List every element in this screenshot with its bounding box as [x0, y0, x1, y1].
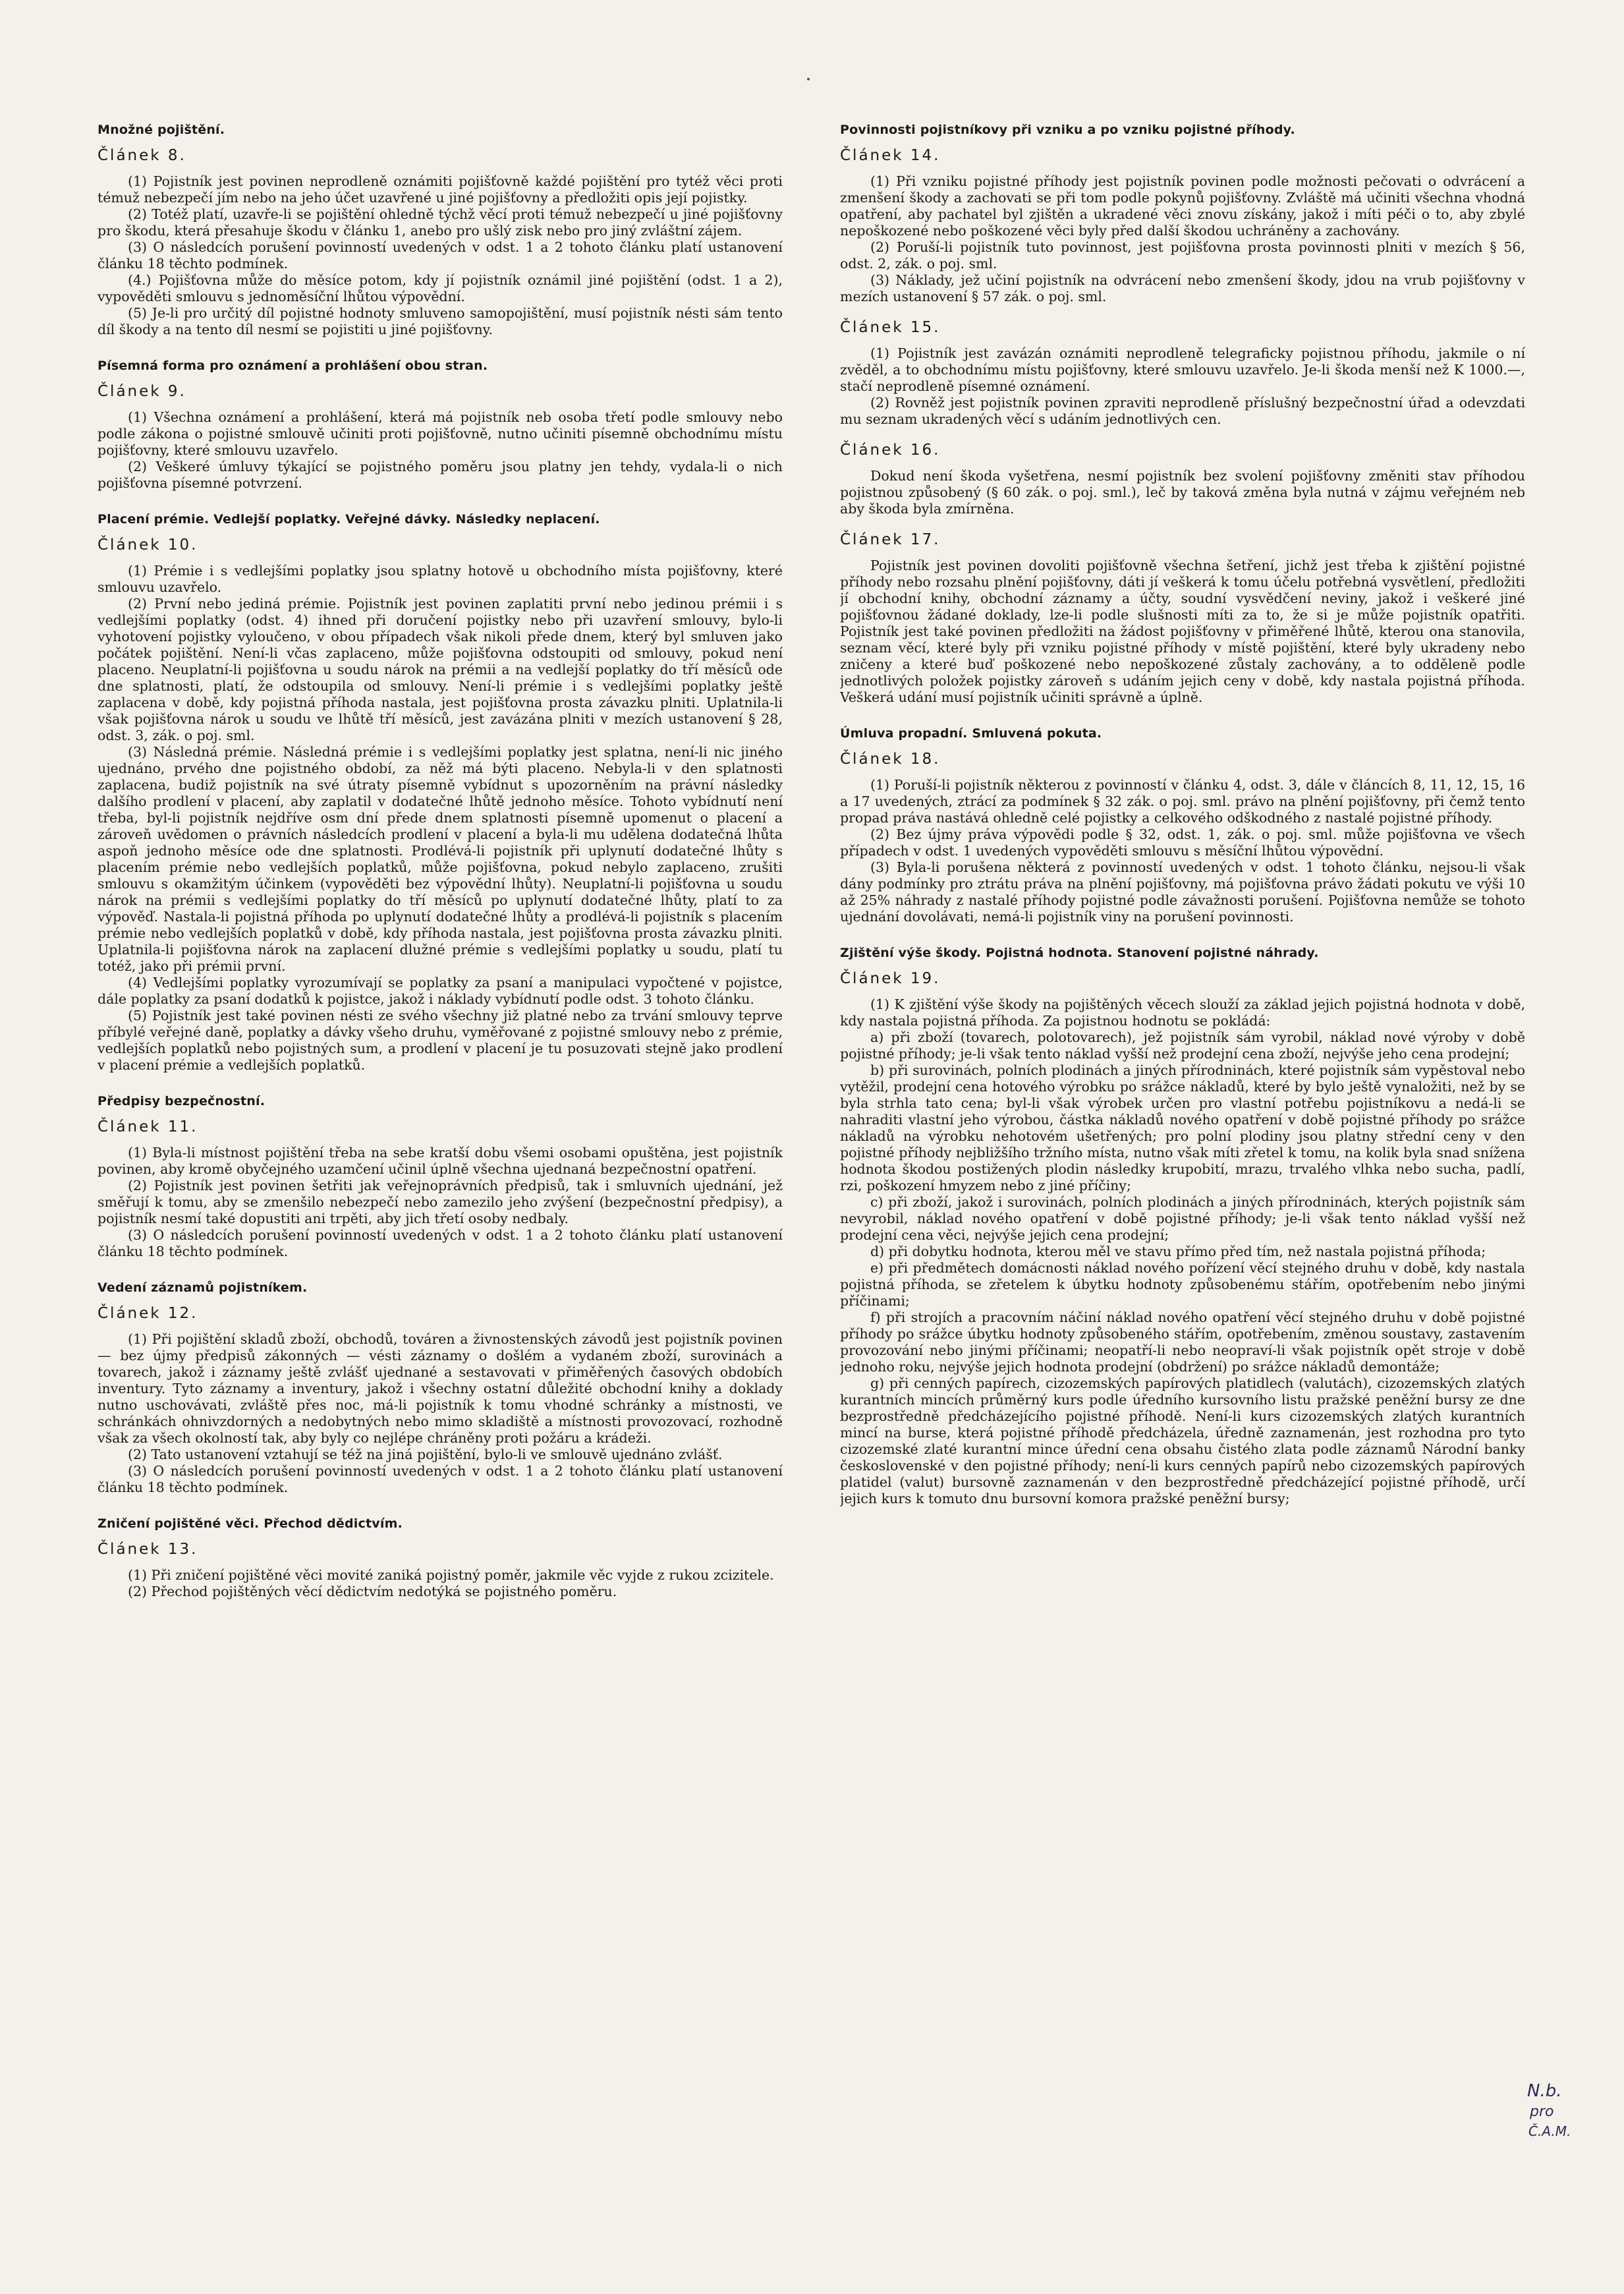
article-paragraph: (3) Byla-li porušena některá z povinností uvedených v odst. 1 tohoto článku, nejsou-li však dány podmínky pro ztrátu práva na plnění pojišťovny, má pojišťovna právo žádati pokutu ve výši 10 až 25% náhrady z nastalé příhody pojistné podle závažnosti porušení. Pojišťovna nemůže se tohoto ujednání dovolávati, nemá-li pojistník viny na porušení povinnosti.: [840, 859, 1525, 925]
section: [840, 532, 1525, 706]
article-number: Článek 17.: [840, 531, 941, 548]
article-number: Článek 12.: [98, 1305, 198, 1322]
section: [98, 358, 783, 492]
article-paragraph: (5) Pojistník jest také povinen nésti ze svého všechny již platné nebo za trvání smlouvy teprve příbylé veřejné daně, poplatky a dávky všeho druhu, vyměřované z pojistné smlouvy nebo z prémie, vedlejších poplatků nebo pojistných sum, a prodlení v placení je tu posuzovati stejně jako prodlení v placení prémie a vedlejších poplatků.: [98, 1008, 783, 1073]
section: [840, 442, 1525, 517]
article-paragraph: (1) Všechna oznámení a prohlášení, která má pojistník neb osoba třetí podle smlouvy nebo podle zákona o pojistné smlouvě učiniti proti pojišťovně, nutno učiniti písemně obchodnímu místu pojišťovny, které smlouvu uzavřelo.: [98, 409, 783, 458]
section-heading: Placení prémie. Vedlejší poplatky. Veřejné dávky. Následky neplacení.: [98, 512, 600, 527]
section: [840, 122, 1525, 305]
article-paragraph: b) při surovinách, polních plodinách a jiných přírodninách, které pojistník sám vypěstoval nebo vytěžil, prodejní cena hotového výrobku po srážce nákladů, které by bylo ještě vynaložiti, než by se byla strhla tato cena; byl-li však výrobek určen pro vlastní potřebu pojistníkovu a nedá-li se nahraditi vlastní jeho výrobou, částka nákladů nového opatření v době pojistné příhody po srážce nákladů na výrobku nehotovém ušetřených; pro polní plodiny jsou platny střední ceny v den pojistné příhody nejbližšího tržního místa, nutno však míti zřetel k tomu, na kolik byla snad snížena hodnota škodou postižených plodin následky krupobití, mrazu, trvalého vlhka nebo sucha, padlí, rzi, poškození hmyzem nebo z jiné příčiny;: [840, 1062, 1525, 1193]
section: [98, 1516, 783, 1600]
article-paragraph: (1) Pojistník jest zavázán oznámiti neprodleně telegraficky pojistnou příhodu, jakmile o ní zvěděl, a to obchodnímu místu pojišťovny, které smlouvu uzavřelo. Je-li škoda menší než K 1000.—, stačí neprodleně písemné oznámení.: [840, 345, 1525, 394]
section: [840, 320, 1525, 428]
article-paragraph: g) při cenných papírech, cizozemských papírových platidlech (valutách), cizozemských zlatých kurantních mincích průměrný kurs podle úředního kursovního listu pražské peněžní bursy ze dne bezprostředně předcházejícího pojistné příhodě. Není-li kurs cizozemských zlatých kurantních mincí na burse, která pojistné příhodě předcházela, úředně zaznamenán, jest rozhodna pro tyto cizozemské zlaté kurantní mince úřední cena obsahu čistého zlata podle záznamů Národní banky československé v den pojistné příhody; není-li kurs cenných papírů nebo cizozemských papírových platidel (valut) bursovně zaznamenán v den bezprostředně předcházející pojistné příhodě, určí jejich kurs k tomuto dnu bursovní komora pražské peněžní bursy;: [840, 1375, 1525, 1506]
article-paragraph: (1) Při zničení pojištěné věci movité zaniká pojistný poměr, jakmile věc vyjde z rukou zcizitele.: [128, 1567, 774, 1583]
section: [840, 726, 1525, 925]
article-number: Článek 15.: [840, 319, 941, 336]
article-paragraph: (1) Poruší-li pojistník některou z povinností v článku 4, odst. 3, dále v článcích 8, 11, 12, 15, 16 a 17 uvedených, ztrácí za podmínek § 32 zák. o poj. sml. právo na plnění pojišťovny, při čemž tento propad práva nastává ohledně celé pojistky a celkového odškodného z nastalé pojistné příhody.: [840, 777, 1525, 826]
article-number: Článek 19.: [840, 970, 941, 987]
article-paragraph: (4.) Pojišťovna může do měsíce potom, kdy jí pojistník oznámil jiné pojištění (odst. 1 a 2), vypověděti smlouvu s jednoměsíční lhůtou výpovědní.: [98, 272, 783, 304]
article-paragraph: (1) Při vzniku pojistné příhody jest pojistník povinen podle možnosti pečovati o odvrácení a zmenšení škody a zachovati se při tom podle pokynů pojišťovny. Zvláště má učiniti všechna vhodná opatření, aby pachatel byl zjištěn a ukradené věci znovu získány, jakož i míti péči o to, aby zbylé nepoškozené nebo poškozené věci byly před další škodou uchráněny a zachovány.: [840, 173, 1525, 239]
article-paragraph: (2) Tato ustanovení vztahují se též na jiná pojištění, bylo-li ve smlouvě ujednáno zvlášť.: [128, 1447, 723, 1462]
article-paragraph: (2) Rovněž jest pojistník povinen zpraviti neprodleně příslušný bezpečnostní úřad a odevzdati mu seznam ukradených věcí s udáním jednotlivých cen.: [840, 395, 1525, 427]
article-paragraph: (2) Bez újmy práva výpovědi podle § 32, odst. 1, zák. o poj. sml. může pojišťovna ve všech případech v odst. 1 uvedených vypověděti smlouvu s měsíční lhůtou výpovědní.: [840, 826, 1525, 859]
section: [98, 1093, 783, 1260]
article-paragraph: (1) K zjištění výše škody na pojištěných věcech slouží za základ jejich pojistná hodnota v době, kdy nastala pojistná příhoda. Za pojistnou hodnotu se pokládá:: [840, 996, 1525, 1029]
article-paragraph: (2) Poruší-li pojistník tuto povinnost, jest pojišťovna prosta povinnosti plniti v mezích § 56, odst. 2, zák. o poj. sml.: [840, 239, 1525, 272]
section-heading: Množné pojištění.: [98, 123, 225, 137]
article-number: Článek 18.: [840, 751, 941, 768]
article-paragraph: (2) Přechod pojištěných věcí dědictvím nedotýká se pojistného poměru.: [128, 1584, 617, 1599]
article-paragraph: a) při zboží (tovarech, polotovarech), jež pojistník sám vyrobil, náklad nové výroby v době pojistné příhody; je-li však tento náklad vyšší než prodejní cena zboží, nejvýše jeho cena prodejní;: [840, 1029, 1525, 1062]
section-heading: Zjištění výše škody. Pojistná hodnota. Stanovení pojistné náhrady.: [840, 946, 1319, 960]
section: [98, 511, 783, 1074]
article-paragraph: (3) O následcích porušení povinností uvedených v odst. 1 a 2 tohoto článku platí ustanovení článku 18 těchto podmínek.: [98, 1227, 783, 1259]
right-column: [840, 122, 1525, 2241]
article-paragraph: (2) Veškeré úmluvy týkající se pojistného poměru jsou platny jen tehdy, vydala-li o nich pojišťovna písemné potvrzení.: [98, 459, 783, 491]
article-paragraph: (4) Vedlejšími poplatky vyrozumívají se poplatky za psaní a manipulaci vypočtené v pojistce, dále poplatky za psaní dodatků k pojistce, jakož i náklady vybídnutí podle odst. 3 tohoto článku.: [98, 975, 783, 1007]
section-heading: Písemná forma pro oznámení a prohlášení obou stran.: [98, 358, 488, 373]
handwritten-note-cam: Č.A.M.: [1528, 2123, 1571, 2139]
section: [98, 1280, 783, 1496]
article-number: Článek 13.: [98, 1541, 198, 1558]
article-paragraph: (3) Následná prémie. Následná prémie i s vedlejšími poplatky jest splatna, není-li nic jiného ujednáno, prvého dne pojistného období, za něž má býti placeno. Nebyla-li v den splatnosti zaplacena, budiž pojistník na své útraty písemně vybídnut s upozorněním na právní následky dalšího prodlení v placení, aby zaplatil v dodatečné lhůtě jednoho měsíce. Tohoto vybídnutí není třeba, byl-li pojistník nejdříve osm dní přede dnem splatnosti písemně upomenut o placení a zároveň uvědomen o právních následcích prodlení v placení a byla-li mu udělena dodatečná lhůta aspoň jednoho měsíce ode dne splatnosti. Prodlévá-li pojistník při uplynutí dodatečné lhůty s placením prémie nebo vedlejších poplatků, může pojišťovna, pokud nebylo zaplaceno, zrušiti smlouvu s okamžitým účinkem (vypověděti bez výpovědní lhůty). Neuplatní-li pojišťovna u soudu nárok na prémii s vedlejšími poplatky do tří měsíců po uplynutí dodatečné lhůty, platí to za výpověď. Nastala-li pojistná příhoda po uplynutí dodatečné lhůty a prodlévá-li pojistník s placením prémie nebo vedlejších poplatků v době, kdy příhoda nastala, jest pojišťovna prosta závazku plniti. Uplatnila-li pojišťovna nárok na zaplacení dlužné prémie s vedlejšími poplatky u soudu, platí tu totéž, jako při prémii první.: [98, 744, 783, 974]
columns: [99, 122, 1525, 2241]
left-column: [98, 122, 783, 2241]
article-paragraph: Dokud není škoda vyšetřena, nesmí pojistník bez svolení pojišťovny změniti stav příhodou pojistnou způsobený (§ 60 zák. o poj. sml.), leč by taková změna byla nutná v zájmu veřejném neb aby škoda byla zmírněna.: [840, 468, 1525, 517]
section-heading: Zničení pojištěné věci. Přechod dědictvím.: [98, 1516, 403, 1531]
article-paragraph: e) při předmětech domácnosti náklad nového pořízení věcí stejného druhu v době, kdy nastala pojistná příhoda, se zřetelem k úbytku hodnoty způsobenému stářím, opotřebením nebo jinými příčinami;: [840, 1260, 1525, 1309]
article-paragraph: (3) O následcích porušení povinností uvedených v odst. 1 a 2 tohoto článku platí ustanovení článku 18 těchto podmínek.: [98, 1463, 783, 1495]
article-paragraph: c) při zboží, jakož i surovinách, polních plodinách a jiných přírodninách, kterých pojistník sám nevyrobil, náklad nového opatření v době pojistné příhody; je-li však tento náklad vyšší než prodejní cena věci, nejvýše jejich cena prodejní;: [840, 1194, 1525, 1243]
article-number: Článek 8.: [98, 147, 186, 164]
page-mark: [807, 78, 810, 80]
article-number: Článek 14.: [840, 147, 941, 164]
article-paragraph: (5) Je-li pro určitý díl pojistné hodnoty smluveno samopojištění, musí pojistník nésti sám tento díl škody a na tento díl nesmí se pojistiti u jiné pojišťovny.: [98, 305, 783, 337]
article-number: Článek 10.: [98, 536, 198, 554]
article-paragraph: (2) Pojistník jest povinen šetřiti jak veřejnoprávních předpisů, tak i smluvních ujednání, jež směřují k tomu, aby se zmenšilo nebezpečí nebo zamezilo jeho zvýšení (bezpečnostní předpisy), a pojistník nesmí také dopustiti ani trpěti, aby jich třetí osoby nedbaly.: [98, 1178, 783, 1226]
article-paragraph: d) při dobytku hodnota, kterou měl ve stavu přímo před tím, než nastala pojistná příhoda;: [870, 1244, 1486, 1259]
article-paragraph: f) při strojích a pracovním náčiní náklad nového opatření věcí stejného druhu v době pojistné příhody po srážce úbytku hodnoty způsobeného stářím, opotřebením, změnou soustavy, zastavením provozování nebo jinými příčinami; neopatří-li nebo neopraví-li však pojistník opět stroje v době jednoho roku, nejvýše jejich hodnota prodejní (obdržení) po srážce nákladů demontáže;: [840, 1309, 1525, 1375]
article-paragraph: (2) Totéž platí, uzavře-li se pojištění ohledně týchž věcí proti témuž nebezpečí u jiné pojišťovny pro škodu, která přesahuje škodu v článku 1, anebo pro ušlý zisk nebo pro jiný zvláštní zájem.: [98, 206, 783, 239]
section: [840, 945, 1525, 1507]
article-paragraph: Pojistník jest povinen dovoliti pojišťovně všechna šetření, jichž jest třeba k zjištění pojistné příhody nebo rozsahu plnění pojišťovny, dáti jí veškerá k tomu účelu potřebná vysvětlení, předložiti jí obchodní knihy, obchodní záznamy a účty, soudní vysvědčení neviny, jakož i veškeré jiné pojišťovnou žádané doklady, lze-li podle slušnosti míti za to, že si je může pojistník opatřiti. Pojistník jest také povinen předložiti na žádost pojišťovny v přiměřené lhůtě, kterou ona stanovila, seznam věcí, které byly při vzniku pojistné příhody v místě pojištění, které byly ukradeny nebo zničeny a které buď poškozené nebo nepoškozené zůstaly zachovány, a to odděleně podle jednotlivých položek pojistky zároveň s udáním jejich ceny v době, kdy nastala pojistná příhoda. Veškerá udání musí pojistník učiniti správně a úplně.: [840, 558, 1525, 705]
handwritten-note-pro: pro: [1530, 2104, 1554, 2120]
section: [98, 122, 783, 338]
article-paragraph: (1) Pojistník jest povinen neprodleně oznámiti pojišťovně každé pojištění pro tytéž věci proti témuž nebezpečí jím nebo na jeho účet uzavřené u jiné pojišťovny a předložiti opis její pojistky.: [98, 173, 783, 206]
article-paragraph: (1) Při pojištění skladů zboží, obchodů, továren a živnostenských závodů jest pojistník povinen — bez újmy předpisů zákonných — vésti záznamy o došlém a vydaném zboží, surovinách a tovarech, jakož i záznamy ještě zvlášť ujednané a sestavovati v přiměřených časových obdobích inventury. Tyto záznamy a inventury, jakož i všechny ostatní důležité obchodní knihy a doklady nutno uschovávati, zvláště přes noc, má-li pojistník k tomu vhodné schránky a místnosti, ve schránkách ohnivzdorných a nedobytných nebo mimo skladiště a místnosti provozovací, rozhodně však za všech okolností tak, aby byly co nejlépe chráněny proti požáru a krádeži.: [98, 1331, 783, 1446]
article-number: Článek 9.: [98, 383, 186, 400]
article-paragraph: (3) Náklady, jež učiní pojistník na odvrácení nebo zmenšení škody, jdou na vrub pojišťovny v mezích ustanovení § 57 zák. o poj. sml.: [840, 272, 1525, 304]
article-number: Článek 16.: [840, 442, 941, 459]
article-paragraph: (3) O následcích porušení povinností uvedených v odst. 1 a 2 tohoto článku platí ustanovení článku 18 těchto podmínek.: [98, 239, 783, 272]
article-number: Článek 11.: [98, 1118, 198, 1135]
article-paragraph: (1) Prémie i s vedlejšími poplatky jsou splatny hotově u obchodního místa pojišťovny, které smlouvu uzavřelo.: [98, 563, 783, 595]
section-heading: Předpisy bezpečnostní.: [98, 1094, 266, 1108]
handwritten-note-nb: N.b.: [1527, 2081, 1562, 2101]
article-paragraph: (1) Byla-li místnost pojištění třeba na sebe kratší dobu všemi osobami opuštěna, jest pojistník povinen, aby kromě obyčejného uzamčení učinil úplně všechna ujednaná bezpečnostní opatření.: [98, 1145, 783, 1177]
section-heading: Povinnosti pojistníkovy při vzniku a po vzniku pojistné příhody.: [840, 123, 1295, 137]
article-paragraph: (2) První nebo jediná prémie. Pojistník jest povinen zaplatiti první nebo jedinou prémii i s vedlejšími poplatky (odst. 4) ihned při doručení pojistky nebo při uzavření smlouvy, bylo-li vyhotovení pojistky vyloučeno, v obou případech však nikoli přede dnem, který byl smluven jako počátek pojištění. Není-li včas zaplaceno, může pojišťovna odstoupiti od smlouvy, pokud není placeno. Neuplatní-li pojišťovna u soudu nárok na prémii a na vedlejší poplatky do tří měsíců ode dne splatnosti, platí, že odstoupila od smlouvy. Není-li prémie i s vedlejšími poplatky ještě zaplacena v době, kdy pojistná příhoda nastala, jest pojišťovna prosta závazku plniti. Uplatnila-li však pojišťovna nárok u soudu ve lhůtě tří měsíců, jest zavázána plniti v mezích ustanovení § 28, odst. 3, zák. o poj. sml.: [98, 596, 783, 743]
section-heading: Vedení záznamů pojistníkem.: [98, 1280, 308, 1295]
section-heading: Úmluva propadní. Smluvená pokuta.: [840, 726, 1102, 741]
